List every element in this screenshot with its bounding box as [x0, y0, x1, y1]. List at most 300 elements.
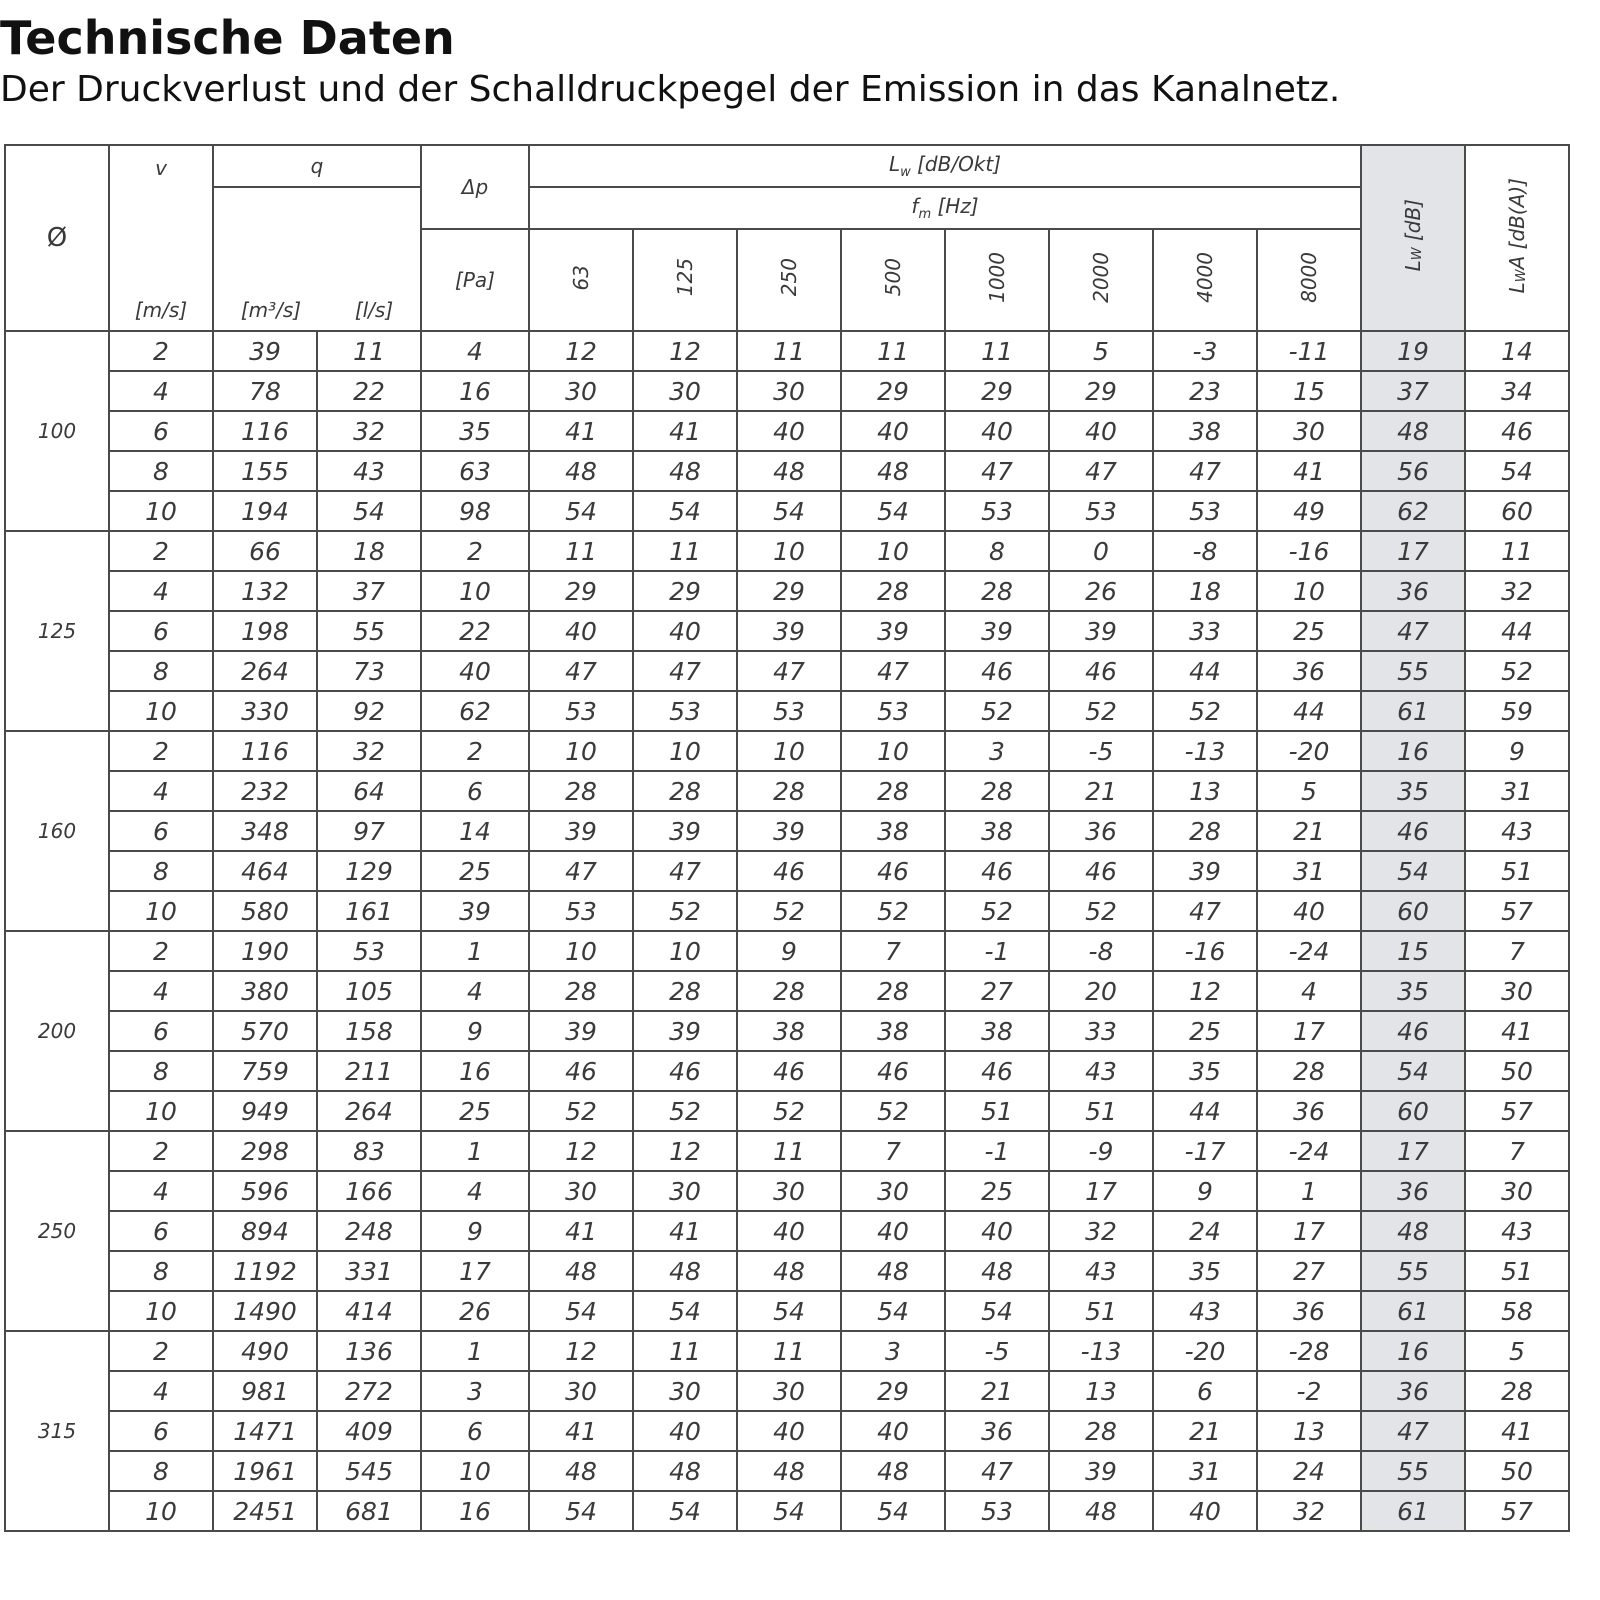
lw-2000-cell: 53	[1049, 491, 1153, 531]
lw-2000-cell: -9	[1049, 1131, 1153, 1171]
lw-125-cell: 30	[633, 1371, 737, 1411]
lw-8000-cell: 44	[1257, 691, 1361, 731]
lw-1000-cell: 11	[945, 331, 1049, 371]
flow-m3-cell: 330	[213, 691, 317, 731]
lw-4000-cell: 35	[1153, 1051, 1257, 1091]
lw-2000-cell: 52	[1049, 891, 1153, 931]
flow-m3-cell: 464	[213, 851, 317, 891]
lw-total-cell: 17	[1361, 531, 1465, 571]
lwa-cell: 43	[1465, 811, 1569, 851]
lw-63-cell: 48	[529, 1251, 633, 1291]
lw-4000-cell: 44	[1153, 1091, 1257, 1131]
lw-4000-cell: 18	[1153, 571, 1257, 611]
table-row	[5, 1091, 1569, 1131]
lw-4000-cell: 47	[1153, 891, 1257, 931]
lw-1000-cell: 36	[945, 1411, 1049, 1451]
table-row	[5, 1211, 1569, 1251]
lw-2000-cell: 51	[1049, 1091, 1153, 1131]
lw-4000-cell: 53	[1153, 491, 1257, 531]
lwa-cell: 51	[1465, 851, 1569, 891]
lw-125-cell: 48	[633, 451, 737, 491]
lwa-cell: 7	[1465, 931, 1569, 971]
lw-63-cell: 41	[529, 1411, 633, 1451]
lw-500-cell: 30	[841, 1171, 945, 1211]
lw-125-cell: 48	[633, 1451, 737, 1491]
flow-ls-cell: 54	[317, 491, 421, 531]
velocity-cell: 6	[109, 611, 213, 651]
lw-250-cell: 47	[737, 651, 841, 691]
pressure-drop-cell: 10	[421, 571, 529, 611]
lwa-cell: 11	[1465, 531, 1569, 571]
lw-63-cell: 39	[529, 811, 633, 851]
lw-2000-cell: 20	[1049, 971, 1153, 1011]
lw-total-cell: 36	[1361, 1171, 1465, 1211]
lw-1000-cell: 25	[945, 1171, 1049, 1211]
page-subtitle: Der Druckverlust und der Schalldruckpegel der Emission in das Kanalnetz.	[0, 69, 1341, 110]
lw-500-cell: 48	[841, 1251, 945, 1291]
lw-2000-cell: 0	[1049, 531, 1153, 571]
flow-ls-cell: 32	[317, 731, 421, 771]
lw-1000-cell: 52	[945, 891, 1049, 931]
lw-125-cell: 48	[633, 1251, 737, 1291]
pressure-drop-cell: 1	[421, 1331, 529, 1371]
lw-500-cell: 11	[841, 331, 945, 371]
table-row	[5, 411, 1569, 451]
lwa-cell: 5	[1465, 1331, 1569, 1371]
velocity-cell: 10	[109, 891, 213, 931]
lw-total-cell: 36	[1361, 1371, 1465, 1411]
pressure-drop-cell: 14	[421, 811, 529, 851]
flow-ls-cell: 136	[317, 1331, 421, 1371]
velocity-cell: 2	[109, 731, 213, 771]
flow-m3-cell: 490	[213, 1331, 317, 1371]
lw-total-cell: 55	[1361, 1251, 1465, 1291]
lw-2000-cell: 33	[1049, 1011, 1153, 1051]
lw-63-cell: 41	[529, 411, 633, 451]
lw-2000-cell: 52	[1049, 691, 1153, 731]
lw-total-cell: 35	[1361, 771, 1465, 811]
table-row	[5, 1011, 1569, 1051]
lw-63-cell: 47	[529, 651, 633, 691]
velocity-cell: 2	[109, 931, 213, 971]
lwa-cell: 7	[1465, 1131, 1569, 1171]
lw-8000-cell: 27	[1257, 1251, 1361, 1291]
lw-4000-cell: -3	[1153, 331, 1257, 371]
table-row	[5, 491, 1569, 531]
lw-125-cell: 52	[633, 891, 737, 931]
lw-8000-cell: 21	[1257, 811, 1361, 851]
lw-250-cell: 54	[737, 1291, 841, 1331]
velocity-cell: 8	[109, 1051, 213, 1091]
lw-total-cell: 47	[1361, 1411, 1465, 1451]
lw-total-cell: 56	[1361, 451, 1465, 491]
flow-unit-ls: [l/s]	[354, 298, 394, 322]
lw-8000-cell: 31	[1257, 851, 1361, 891]
table-row	[5, 971, 1569, 1011]
velocity-label: v	[155, 156, 167, 180]
lw-1000-cell: 48	[945, 1251, 1049, 1291]
table-row	[5, 1451, 1569, 1491]
lw-4000-cell: 43	[1153, 1291, 1257, 1331]
table-row	[5, 731, 1569, 771]
lw-4000-cell: 33	[1153, 611, 1257, 651]
flow-m3-cell: 116	[213, 731, 317, 771]
flow-m3-cell: 232	[213, 771, 317, 811]
lw-1000-cell: 46	[945, 1051, 1049, 1091]
flow-m3-cell: 949	[213, 1091, 317, 1131]
table-row	[5, 1291, 1569, 1331]
lw-125-cell: 40	[633, 1411, 737, 1451]
flow-m3-cell: 116	[213, 411, 317, 451]
velocity-cell: 8	[109, 851, 213, 891]
pressure-drop-cell: 40	[421, 651, 529, 691]
pressure-drop-cell: 16	[421, 371, 529, 411]
lw-125-cell: 40	[633, 611, 737, 651]
lw-250-cell: 10	[737, 531, 841, 571]
table-row	[5, 1491, 1569, 1531]
flow-m3-cell: 264	[213, 651, 317, 691]
flow-ls-cell: 264	[317, 1091, 421, 1131]
pressure-drop-cell: 2	[421, 731, 529, 771]
table-row	[5, 771, 1569, 811]
flow-m3-cell: 596	[213, 1171, 317, 1211]
lwa-cell: 43	[1465, 1211, 1569, 1251]
flow-m3-cell: 1192	[213, 1251, 317, 1291]
flow-ls-cell: 97	[317, 811, 421, 851]
lw-125-cell: 12	[633, 331, 737, 371]
flow-m3-cell: 981	[213, 1371, 317, 1411]
lw-1000-cell: 27	[945, 971, 1049, 1011]
lw-250-cell: 39	[737, 811, 841, 851]
lw-4000-cell: -17	[1153, 1131, 1257, 1171]
lw-8000-cell: 40	[1257, 891, 1361, 931]
lw-250-cell: 30	[737, 1371, 841, 1411]
flow-ls-cell: 64	[317, 771, 421, 811]
velocity-cell: 8	[109, 1251, 213, 1291]
pressure-drop-cell: 16	[421, 1491, 529, 1531]
velocity-cell: 8	[109, 651, 213, 691]
pressure-drop-cell: 62	[421, 691, 529, 731]
lw-125-cell: 11	[633, 1331, 737, 1371]
flow-ls-cell: 43	[317, 451, 421, 491]
lw-250-cell: 48	[737, 1451, 841, 1491]
lw-63-cell: 41	[529, 1211, 633, 1251]
lw-8000-cell: 10	[1257, 571, 1361, 611]
lw-63-cell: 12	[529, 1131, 633, 1171]
frequency-500-header: 500	[841, 229, 945, 331]
lw-500-cell: 7	[841, 1131, 945, 1171]
lw-8000-cell: 17	[1257, 1011, 1361, 1051]
lw-125-cell: 28	[633, 971, 737, 1011]
lw-8000-cell: 28	[1257, 1051, 1361, 1091]
flow-m3-cell: 298	[213, 1131, 317, 1171]
velocity-cell: 10	[109, 691, 213, 731]
lw-4000-cell: 35	[1153, 1251, 1257, 1291]
flow-m3-cell: 570	[213, 1011, 317, 1051]
lw-total-cell: 55	[1361, 651, 1465, 691]
velocity-cell: 4	[109, 1171, 213, 1211]
lw-250-cell: 48	[737, 451, 841, 491]
flow-ls-cell: 166	[317, 1171, 421, 1211]
velocity-cell: 8	[109, 1451, 213, 1491]
lw-1000-cell: 40	[945, 411, 1049, 451]
flow-m3-cell: 190	[213, 931, 317, 971]
lwa-cell: 34	[1465, 371, 1569, 411]
lw-250-cell: 53	[737, 691, 841, 731]
velocity-cell: 6	[109, 1211, 213, 1251]
pressure-drop-cell: 4	[421, 971, 529, 1011]
lw-2000-cell: -5	[1049, 731, 1153, 771]
pressure-drop-cell: 22	[421, 611, 529, 651]
flow-m3-cell: 580	[213, 891, 317, 931]
lwa-cell: 51	[1465, 1251, 1569, 1291]
lw-1000-cell: 52	[945, 691, 1049, 731]
flow-ls-cell: 73	[317, 651, 421, 691]
diameter-cell: 315	[5, 1331, 109, 1531]
lw-2000-cell: 43	[1049, 1051, 1153, 1091]
velocity-cell: 2	[109, 1331, 213, 1371]
lw-1000-cell: 53	[945, 491, 1049, 531]
lw-total-cell: 47	[1361, 611, 1465, 651]
flow-m3-cell: 39	[213, 331, 317, 371]
lw-2000-cell: 48	[1049, 1491, 1153, 1531]
lw-250-cell: 40	[737, 1411, 841, 1451]
lw-2000-cell: 28	[1049, 1411, 1153, 1451]
lw-63-cell: 53	[529, 691, 633, 731]
pressure-drop-cell: 10	[421, 1451, 529, 1491]
diameter-cell: 125	[5, 531, 109, 731]
table-row	[5, 1411, 1569, 1451]
lw-1000-cell: 21	[945, 1371, 1049, 1411]
lw-1000-cell: 46	[945, 851, 1049, 891]
lwa-cell: 59	[1465, 691, 1569, 731]
pressure-drop-cell: 17	[421, 1251, 529, 1291]
lw-1000-cell: 3	[945, 731, 1049, 771]
lw-total-cell: 17	[1361, 1131, 1465, 1171]
flow-m3-cell: 155	[213, 451, 317, 491]
lw-63-cell: 47	[529, 851, 633, 891]
lw-4000-cell: 21	[1153, 1411, 1257, 1451]
lw-8000-cell: 17	[1257, 1211, 1361, 1251]
lw-8000-cell: 32	[1257, 1491, 1361, 1531]
lw-2000-cell: -8	[1049, 931, 1153, 971]
lw-8000-cell: 4	[1257, 971, 1361, 1011]
lw-125-cell: 10	[633, 931, 737, 971]
lw-63-cell: 12	[529, 1331, 633, 1371]
lw-8000-cell: 15	[1257, 371, 1361, 411]
pressure-drop-cell: 6	[421, 771, 529, 811]
lw-1000-cell: 38	[945, 811, 1049, 851]
lw-500-cell: 46	[841, 851, 945, 891]
lw-1000-cell: 8	[945, 531, 1049, 571]
lwa-cell: 57	[1465, 1491, 1569, 1531]
lw-125-cell: 39	[633, 1011, 737, 1051]
lw-125-cell: 53	[633, 691, 737, 731]
pressure-drop-cell: 6	[421, 1411, 529, 1451]
flow-m3-cell: 894	[213, 1211, 317, 1251]
lw-total-cell: 60	[1361, 891, 1465, 931]
lw-8000-cell: -16	[1257, 531, 1361, 571]
lw-500-cell: 29	[841, 1371, 945, 1411]
flow-m3-cell: 1471	[213, 1411, 317, 1451]
lw-250-cell: 11	[737, 1331, 841, 1371]
flow-ls-cell: 11	[317, 331, 421, 371]
lw-total-cell: 37	[1361, 371, 1465, 411]
lwa-cell: 41	[1465, 1411, 1569, 1451]
flow-ls-cell: 248	[317, 1211, 421, 1251]
lw-125-cell: 46	[633, 1051, 737, 1091]
table-row	[5, 811, 1569, 851]
lw-250-cell: 11	[737, 1131, 841, 1171]
flow-ls-cell: 32	[317, 411, 421, 451]
lw-total-cell: 19	[1361, 331, 1465, 371]
page-title: Technische Daten	[0, 11, 455, 65]
lw-1000-cell: 39	[945, 611, 1049, 651]
flow-ls-cell: 105	[317, 971, 421, 1011]
velocity-cell: 10	[109, 1091, 213, 1131]
velocity-cell: 4	[109, 971, 213, 1011]
pressure-drop-cell: 98	[421, 491, 529, 531]
velocity-cell: 6	[109, 411, 213, 451]
lw-63-cell: 54	[529, 491, 633, 531]
lw-8000-cell: 25	[1257, 611, 1361, 651]
lwa-cell: 52	[1465, 651, 1569, 691]
frequency-2000-header: 2000	[1049, 229, 1153, 331]
lw-2000-cell: 46	[1049, 651, 1153, 691]
lw-250-cell: 52	[737, 891, 841, 931]
lw-1000-cell: 47	[945, 451, 1049, 491]
lw-250-cell: 38	[737, 1011, 841, 1051]
lw-63-cell: 28	[529, 971, 633, 1011]
lw-63-cell: 48	[529, 451, 633, 491]
table-row	[5, 331, 1569, 371]
lw-500-cell: 3	[841, 1331, 945, 1371]
lw-2000-cell: 29	[1049, 371, 1153, 411]
lw-8000-cell: -28	[1257, 1331, 1361, 1371]
flow-ls-cell: 409	[317, 1411, 421, 1451]
velocity-header	[109, 145, 213, 331]
lw-500-cell: 38	[841, 1011, 945, 1051]
lw-63-cell: 30	[529, 371, 633, 411]
lwa-cell: 57	[1465, 891, 1569, 931]
velocity-unit: [m/s]	[134, 298, 188, 322]
lw-8000-cell: -11	[1257, 331, 1361, 371]
lw-total-cell: 48	[1361, 1211, 1465, 1251]
lw-63-cell: 29	[529, 571, 633, 611]
lw-2000-cell: 17	[1049, 1171, 1153, 1211]
lw-63-cell: 28	[529, 771, 633, 811]
lw-500-cell: 54	[841, 1491, 945, 1531]
lw-250-cell: 30	[737, 371, 841, 411]
flow-ls-cell: 53	[317, 931, 421, 971]
lw-125-cell: 47	[633, 851, 737, 891]
velocity-cell: 10	[109, 1491, 213, 1531]
diameter-cell: 250	[5, 1131, 109, 1331]
lw-500-cell: 46	[841, 1051, 945, 1091]
lw-1000-cell: 54	[945, 1291, 1049, 1331]
lw-250-cell: 46	[737, 1051, 841, 1091]
lw-125-cell: 30	[633, 1171, 737, 1211]
table-row	[5, 611, 1569, 651]
lw-4000-cell: -13	[1153, 731, 1257, 771]
table-row	[5, 651, 1569, 691]
lw-63-cell: 39	[529, 1011, 633, 1051]
lwa-cell: 30	[1465, 1171, 1569, 1211]
flow-ls-cell: 22	[317, 371, 421, 411]
lw-8000-cell: -24	[1257, 931, 1361, 971]
lw-500-cell: 53	[841, 691, 945, 731]
lw-4000-cell: 38	[1153, 411, 1257, 451]
flow-m3-cell: 759	[213, 1051, 317, 1091]
lw-125-cell: 52	[633, 1091, 737, 1131]
pressure-unit: [Pa]	[421, 229, 529, 331]
technical-data-table	[4, 144, 1570, 1532]
pressure-drop-cell: 9	[421, 1011, 529, 1051]
lw-1000-cell: 28	[945, 771, 1049, 811]
table-row	[5, 1051, 1569, 1091]
velocity-cell: 2	[109, 331, 213, 371]
lw-4000-cell: 23	[1153, 371, 1257, 411]
lw-500-cell: 52	[841, 1091, 945, 1131]
lwa-cell: 14	[1465, 331, 1569, 371]
lw-125-cell: 47	[633, 651, 737, 691]
lwa-cell: 50	[1465, 1451, 1569, 1491]
pressure-drop-cell: 35	[421, 411, 529, 451]
flow-m3-cell: 2451	[213, 1491, 317, 1531]
lw-2000-cell: 32	[1049, 1211, 1153, 1251]
lw-total-cell: 16	[1361, 731, 1465, 771]
lw-125-cell: 54	[633, 491, 737, 531]
frequency-4000-header: 4000	[1153, 229, 1257, 331]
table-row	[5, 451, 1569, 491]
flow-m3-cell: 66	[213, 531, 317, 571]
lw-total-cell: 35	[1361, 971, 1465, 1011]
sound-power-band-header: $L_w$ [dB/Okt]	[529, 145, 1361, 187]
lwa-cell: 31	[1465, 771, 1569, 811]
lw-500-cell: 54	[841, 491, 945, 531]
frequency-header: $f_m$ [Hz]	[529, 187, 1361, 229]
lw-4000-cell: 52	[1153, 691, 1257, 731]
lw-250-cell: 54	[737, 1491, 841, 1531]
lw-total-cell: 48	[1361, 411, 1465, 451]
pressure-drop-cell: 3	[421, 1371, 529, 1411]
lw-63-cell: 30	[529, 1371, 633, 1411]
sound-power-total-header: $L_W$ [dB]	[1361, 145, 1465, 331]
lw-1000-cell: 46	[945, 651, 1049, 691]
flow-m3-cell: 194	[213, 491, 317, 531]
table-row	[5, 531, 1569, 571]
lw-125-cell: 41	[633, 411, 737, 451]
lw-250-cell: 28	[737, 971, 841, 1011]
flow-ls-cell: 158	[317, 1011, 421, 1051]
flow-m3-cell: 348	[213, 811, 317, 851]
lw-250-cell: 40	[737, 1211, 841, 1251]
lwa-cell: 41	[1465, 1011, 1569, 1051]
lw-500-cell: 10	[841, 531, 945, 571]
lw-1000-cell: 40	[945, 1211, 1049, 1251]
lw-4000-cell: 40	[1153, 1491, 1257, 1531]
lw-4000-cell: 12	[1153, 971, 1257, 1011]
lwa-cell: 30	[1465, 971, 1569, 1011]
lw-500-cell: 40	[841, 1411, 945, 1451]
lw-1000-cell: -1	[945, 1131, 1049, 1171]
lw-63-cell: 10	[529, 731, 633, 771]
lw-8000-cell: 5	[1257, 771, 1361, 811]
flow-m3-cell: 78	[213, 371, 317, 411]
lw-63-cell: 30	[529, 1171, 633, 1211]
flow-ls-cell: 37	[317, 571, 421, 611]
lw-250-cell: 48	[737, 1251, 841, 1291]
